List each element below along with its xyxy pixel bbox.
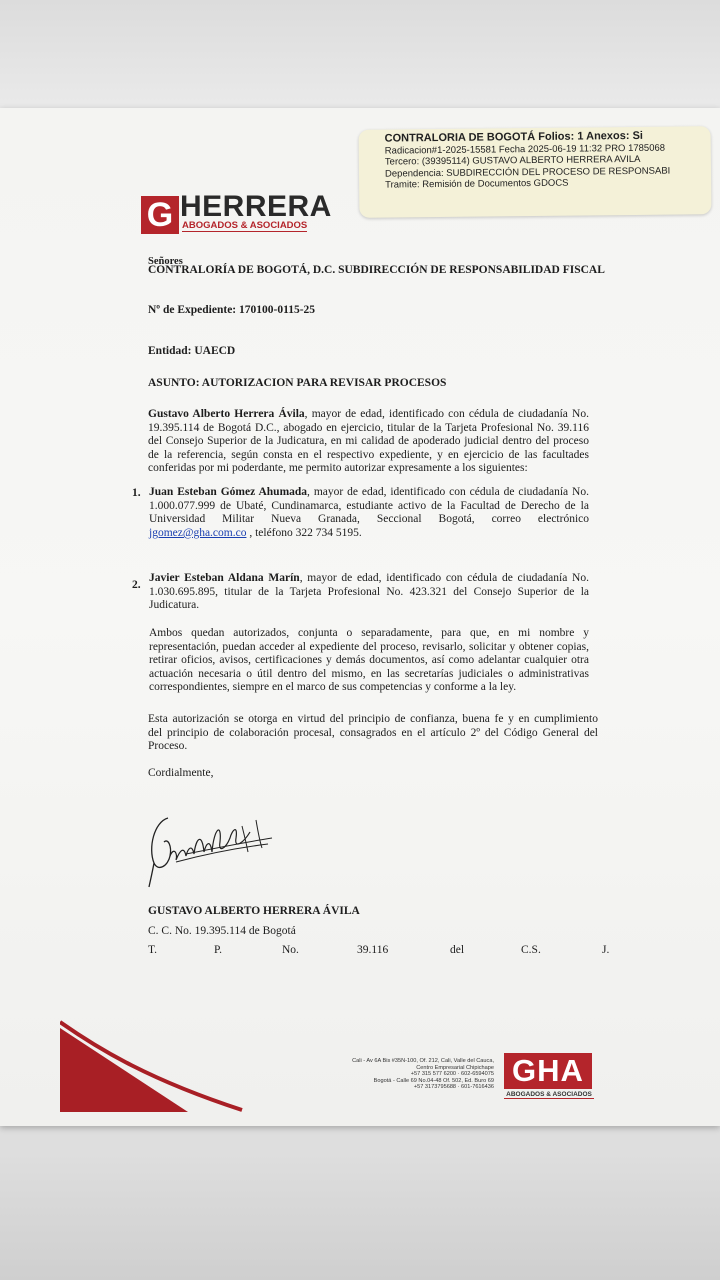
item-1-name: Juan Esteban Gómez Ahumada [149,486,308,498]
addressee: CONTRALORÍA DE BOGOTÁ, D.C. SUBDIRECCIÓN DE RESPONSABILIDAD FISCAL [148,264,605,276]
intro-paragraph: Gustavo Alberto Herrera Ávila, mayor de edad, identificado con cédula de ciudadanía No. 19.395.114 de Bogotá D.C., abogado en ejercicio, titular de la Tarjeta Profesional No. 39.116 del Consejo Superior de la Judicatura, en mi calidad de apoderado judicial dentro del proceso de la referencia, según consta en el respectivo expediente, y en ejercicio de las facultades conferidas por mi poderdante, me permito autorizar expresamente a los siguientes: [148,408,589,475]
stamp-line-1: CONTRALORIA DE BOGOTÁ Folios: 1 Anexos: Si [384,129,644,145]
handwritten-signature [146,808,276,890]
item-2-number: 2. [132,579,141,591]
stamp-line-4: Dependencia: SUBDIRECCIÓN DEL PROCESO DE RESPONSABI [384,165,671,180]
item-1-paragraph: Juan Esteban Gómez Ahumada, mayor de edad, identificado con cédula de ciudadanía No. 1.000.077.999 de Ubaté, Cundinamarca, estudiante activo de la Facultad de Derecho de la Universidad Militar Nueva Granada, Seccional Bogotá, correo electrónico jgomez@gha.com.co , teléfono 322 734 5195. [149,486,589,539]
logo-name: HERRERA [180,190,332,223]
tp-part-3: No. [282,944,299,956]
intro-name: Gustavo Alberto Herrera Ávila [148,408,305,420]
tp-part-2: P. [214,944,222,956]
asunto: ASUNTO: AUTORIZACION PARA REVISAR PROCESOS [148,377,447,389]
closing: Cordialmente, [148,767,214,779]
principles-paragraph: Esta autorización se otorga en virtud del principio de confianza, buena fe y en cumplimiento del principio de colaboración procesal, consagrados en el artículo 2º del Código General del Proceso. [148,713,598,753]
signer-name: GUSTAVO ALBERTO HERRERA ÁVILA [148,905,360,917]
tp-part-4: 39.116 [357,944,389,956]
item-1-number: 1. [132,487,141,499]
stamp-line-2: Radicacion#1-2025-15581 Fecha 2025-06-19 11:32 PRO 1785068 [384,142,666,157]
reception-stamp [359,126,712,218]
tp-part-5: del [450,944,465,956]
document-page [0,108,720,1126]
signer-cc: C. C. No. 19.395.114 de Bogotá [148,925,296,937]
salutation: Señores [148,256,183,267]
gha-logo-subtitle: ABOGADOS & ASOCIADOS [504,1091,594,1099]
stamp-line-3: Tercero: (39395114) GUSTAVO ALBERTO HERRERA AVILA [384,153,641,168]
tp-part-1: T. [148,944,158,956]
authorization-paragraph: Ambos quedan autorizados, conjunta o separadamente, para que, en mi nombre y representación, puedan acceder al expediente del proceso, revisarlo, solicitar y obtener copias, retirar oficios, avisos, certificaciones y demás documentos, así como adelantar cualquier otra actuación necesaria o útil dentro del mismo, en las secretarías judiciales o administrativas correspondientes, siempre en el marco de sus competencias y conforme a la ley. [149,627,589,694]
item-2-paragraph: Javier Esteban Aldana Marín, mayor de edad, identificado con cédula de ciudadanía No. 1.030.695.895, titular de la Tarjeta Profesional No. 423.321 del Consejo Superior de la Judicatura. [149,572,589,612]
tp-part-7: J. [602,944,610,956]
email-link[interactable]: jgomez@gha.com.co [149,526,247,539]
tp-part-6: C.S. [521,944,541,956]
entidad: Entidad: UAECD [148,345,236,357]
item-2-name: Javier Esteban Aldana Marín [149,572,300,584]
logo-subtitle: ABOGADOS & ASOCIADOS [182,220,308,231]
footer-address: Cali - Av 6A Bis #35N-100, Of. 212, Cali, Valle del Cauca, Centro Empresarial Chipichape +57 315 577 6200 · 602-6594075 Bogotá - Calle 69 No.04-48 Of. 502, Ed. Buro 69 +57 3173795688 · 601-7616436 [352,1058,494,1091]
expediente-number: Nº de Expediente: 170100-0115-25 [148,304,316,316]
stamp-line-5: Tramite: Remisión de Documentos GDOCS [385,177,569,191]
logo-g-mark: G [141,196,179,234]
gha-logo: GHA [504,1053,592,1089]
footer-decoration [60,1020,245,1114]
